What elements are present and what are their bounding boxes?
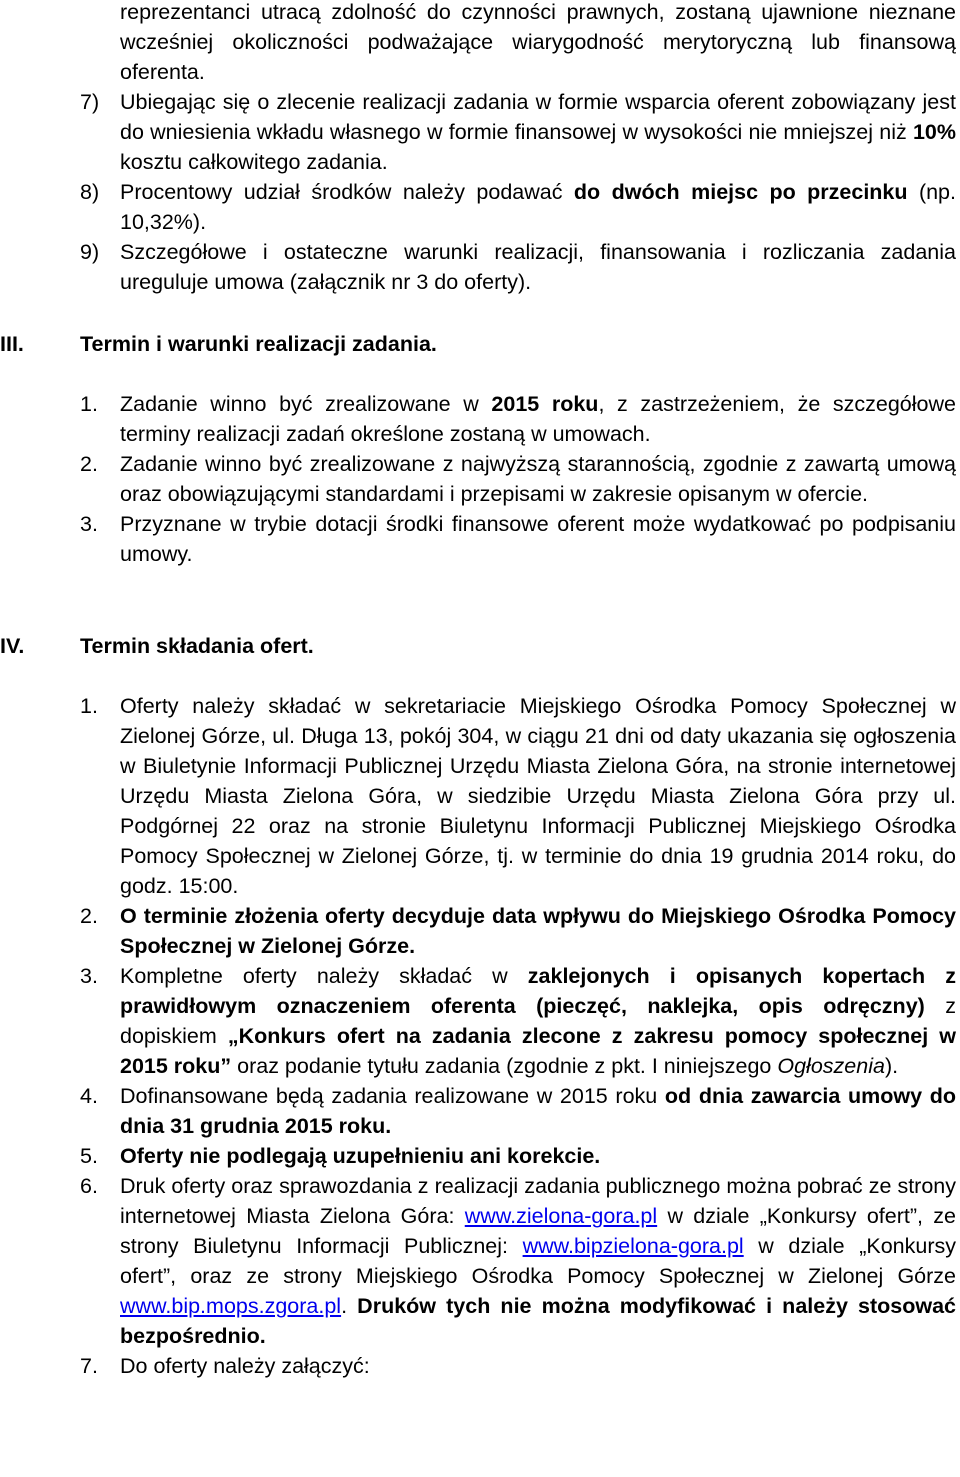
item-number: 3. [80, 512, 98, 536]
item-number: 6. [80, 1174, 98, 1198]
list-item [0, 1081, 960, 1141]
section-4-heading [0, 631, 960, 661]
list-item [0, 691, 960, 901]
list-item [0, 1141, 960, 1171]
paragraph-text: Ubiegając się o zlecenie realizacji zadania w formie wsparcia oferent zobowiązany jest do wniesienia wkładu własnego w formie finansowej w wysokości nie mniejszej niż 10% kosztu całkowitego zadania. [120, 90, 956, 174]
paragraph-text: Oferty nie podlegają uzupełnieniu ani korekcie. [120, 1144, 601, 1168]
list-item [0, 961, 960, 1081]
list-item [0, 389, 960, 449]
paragraph-text: Szczegółowe i ostateczne warunki realizacji, finansowania i rozliczania zadania ureguluje umowa (załącznik nr 3 do oferty). [120, 240, 956, 294]
item-number: 2. [80, 904, 98, 928]
list-item [0, 0, 960, 87]
list-item [0, 1351, 960, 1381]
list-item [0, 87, 960, 177]
paragraph-text: Przyznane w trybie dotacji środki finansowe oferent może wydatkować po podpisaniu umowy. [120, 512, 956, 566]
item-number: 1. [80, 694, 98, 718]
section-number: IV. [0, 634, 25, 658]
item-number: 7. [80, 1354, 98, 1378]
section-3-list [0, 389, 960, 569]
link-bip-zielona-gora[interactable]: www.bipzielona-gora.pl [522, 1234, 744, 1258]
link-bip-mops[interactable]: www.bip.mops.zgora.pl [120, 1294, 342, 1318]
list-item [0, 509, 960, 569]
paragraph-text: reprezentanci utracą zdolność do czynności prawnych, zostaną ujawnione nieznane wcześniej okoliczności podważające wiarygodność merytoryczną lub finansową oferenta. [120, 0, 956, 84]
list-item [0, 1171, 960, 1351]
item-number: 9) [80, 240, 100, 264]
item-number: 4. [80, 1084, 98, 1108]
list-item [0, 177, 960, 237]
item-number: 8) [80, 180, 100, 204]
section-title: Termin i warunki realizacji zadania. [80, 332, 437, 356]
section-number: III. [0, 332, 24, 356]
paragraph-text: Do oferty należy załączyć: [120, 1354, 370, 1378]
section-4-list [0, 691, 960, 1381]
paragraph-text: Dofinansowane będą zadania realizowane w 2015 roku od dnia zawarcia umowy do dnia 31 grudnia 2015 roku. [120, 1084, 956, 1138]
list-item [0, 237, 960, 297]
item-number: 1. [80, 392, 98, 416]
paragraph-text: Druk oferty oraz sprawozdania z realizacji zadania publicznego można pobrać ze strony internetowej Miasta Zielona Góra: www.zielona-gora.pl w dziale „Konkursy ofert”, ze strony Biuletynu Informacji Publicznej: www.bipzielona-gora.pl w dziale „Konkursy ofert”, oraz ze strony Miejskiego Ośrodka Pomocy Społecznej w Zielonej Górze www.bip.mops.zgora.pl. Druków tych nie można modyfikować i należy stosować bezpośrednio. [120, 1174, 956, 1348]
list-item [0, 901, 960, 961]
paragraph-text: Procentowy udział środków należy podawać do dwóch miejsc po przecinku (np. 10,32%). [120, 180, 956, 234]
item-number: 7) [80, 90, 100, 114]
link-zielona-gora[interactable]: www.zielona-gora.pl [464, 1204, 658, 1228]
paragraph-text: O terminie złożenia oferty decyduje data wpływu do Miejskiego Ośrodka Pomocy Społecznej w Zielonej Górze. [120, 904, 956, 958]
list-item [0, 449, 960, 509]
paragraph-text: Oferty należy składać w sekretariacie Miejskiego Ośrodka Pomocy Społecznej w Zielonej Górze, ul. Długa 13, pokój 304, w ciągu 21 dni od daty ukazania się ogłoszenia w Biuletynie Informacji Publicznej Urzędu Miasta Zielona Góra, na stronie internetowej Urzędu Miasta Zielona Góra, w siedzibie Urzędu Miasta Zielona Góra przy ul. Podgórnej 22 oraz na stronie Biuletynu Informacji Publicznej Miejskiego Ośrodka Pomocy Społecznej w Zielonej Górze, tj. w terminie do dnia 19 grudnia 2014 roku, do godz. 15:00. [120, 694, 956, 898]
paragraph-text: Zadanie winno być zrealizowane w 2015 roku, z zastrzeżeniem, że szczegółowe terminy realizacji zadań określone zostaną w umowach. [120, 392, 956, 446]
paragraph-text: Kompletne oferty należy składać w zaklejonych i opisanych kopertach z prawidłowym oznaczeniem oferenta (pieczęć, naklejka, opis odręczny) z dopiskiem „Konkurs ofert na zadania zlecone z zakresu pomocy społecznej w 2015 roku” oraz podanie tytułu zadania (zgodnie z pkt. I niniejszego Ogłoszenia). [120, 964, 957, 1078]
item-number: 5. [80, 1144, 98, 1168]
paragraph-text: Zadanie winno być zrealizowane z najwyższą starannością, zgodnie z zawartą umową oraz obowiązującymi standardami i przepisami w zakresie opisanym w ofercie. [120, 452, 956, 506]
section-title: Termin składania ofert. [80, 634, 314, 658]
section-2-tail [0, 0, 960, 297]
section-3-heading [0, 329, 960, 359]
item-number: 3. [80, 964, 98, 988]
item-number: 2. [80, 452, 98, 476]
